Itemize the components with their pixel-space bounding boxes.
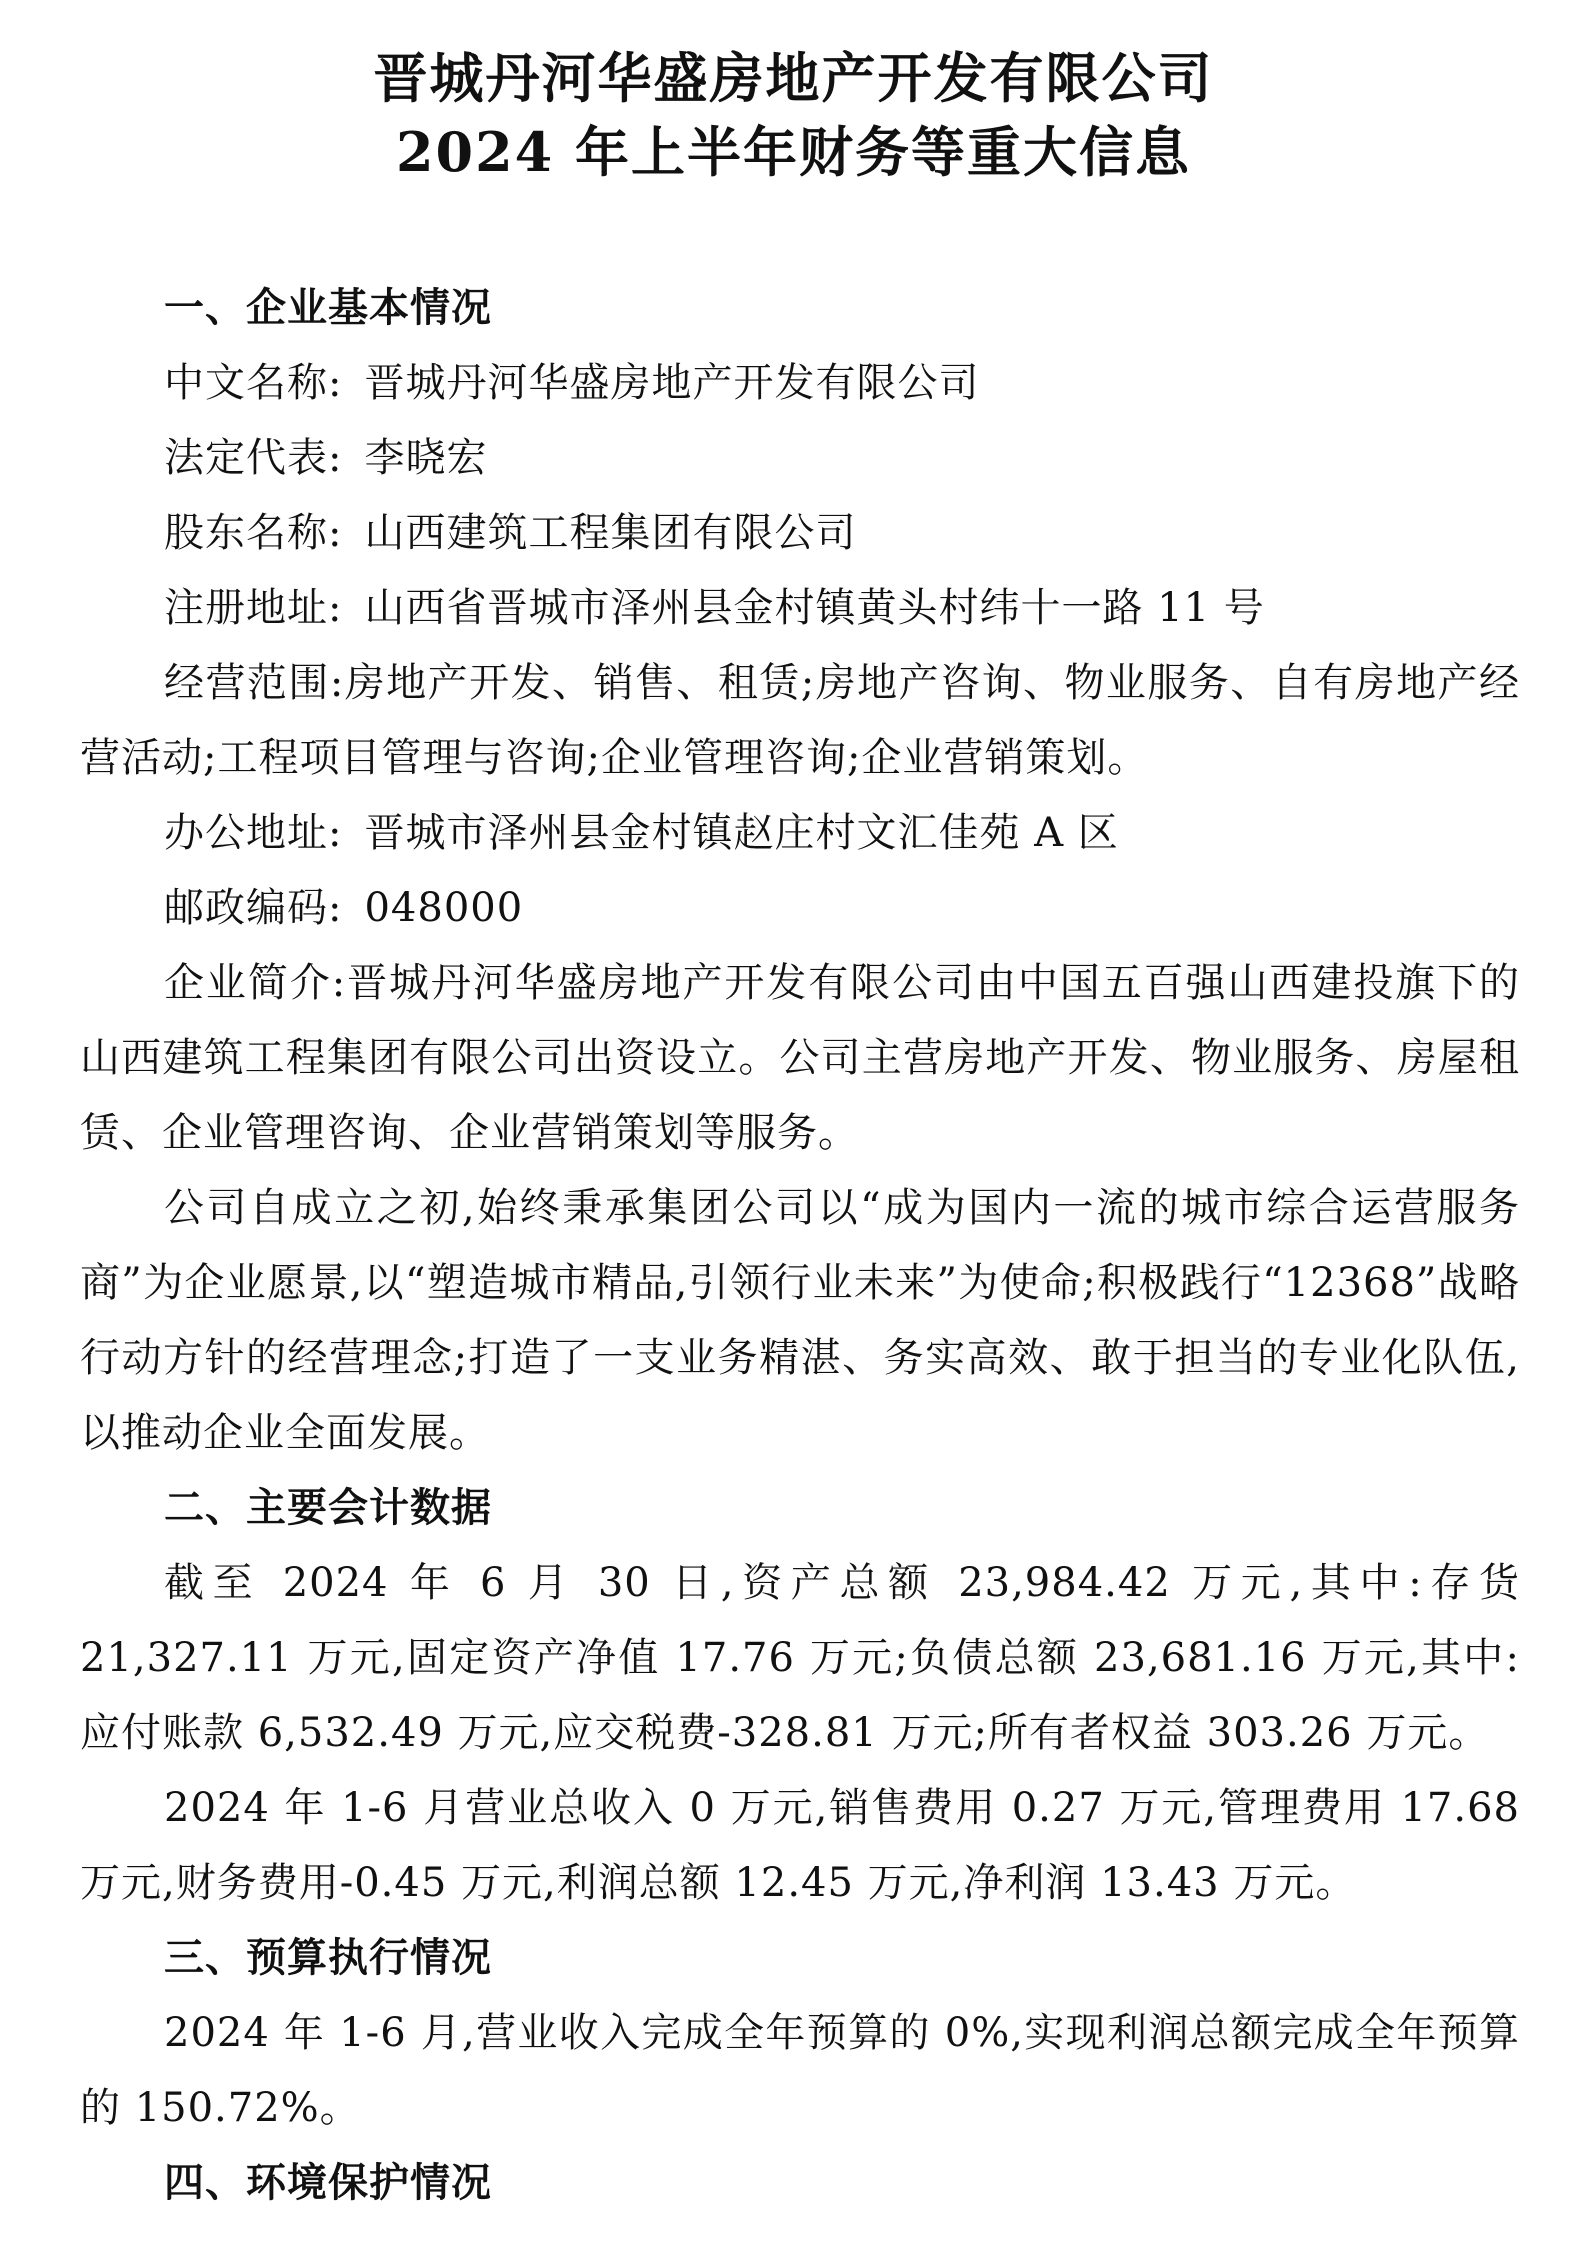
budget-execution-paragraph: 2024 年 1-6 月,营业收入完成全年预算的 0%,实现利润总额完成全年预算的 150.72%。 — [80, 2010, 1520, 2131]
field-label: 股东名称: — [164, 510, 343, 556]
field-value: 山西建筑工程集团有限公司 — [364, 510, 857, 556]
field-value: 晋城市泽州县金村镇赵庄村文汇佳苑 A 区 — [364, 810, 1119, 856]
field-label: 办公地址: — [164, 810, 343, 856]
field-office-address — [164, 808, 1119, 858]
field-label: 注册地址: — [164, 585, 343, 631]
field-value: 山西省晋城市泽州县金村镇黄头村纬十一路 11 号 — [364, 585, 1265, 631]
field-value: 晋城丹河华盛房地产开发有限公司 — [364, 360, 980, 406]
field-value: 048000 — [364, 885, 524, 931]
field-registered-address — [164, 583, 1265, 633]
balance-sheet-paragraph: 截至 2024 年 6 月 30 日,资产总额 23,984.42 万元,其中:存货 21,327.11 万元,固定资产净值 17.76 万元;负债总额 23,681.16 万元,其中:应付账款 6,532.49 万元,应交税费-328.81 万元;所有者权益 303.26 万元。 — [80, 1560, 1520, 1756]
business-scope-paragraph: 经营范围:房地产开发、销售、租赁;房地产咨询、物业服务、自有房地产经营活动;工程项目管理与咨询;企业管理咨询;企业营销策划。 — [80, 660, 1520, 781]
field-shareholder — [164, 508, 856, 558]
company-mission-paragraph: 公司自成立之初,始终秉承集团公司以“成为国内一流的城市综合运营服务商”为企业愿景,以“塑造城市精品,引领行业未来”为使命;积极践行“12368”战略行动方针的经营理念;打造了一支业务精湛、务实高效、敢于担当的专业化队伍,以推动企业全面发展。 — [80, 1185, 1520, 1456]
section4-heading: 四、环境保护情况 — [164, 2160, 492, 2206]
section3-heading: 三、预算执行情况 — [164, 1935, 492, 1981]
field-chinese-name — [164, 358, 979, 408]
field-label: 邮政编码: — [164, 885, 343, 931]
field-label: 中文名称: — [164, 360, 343, 406]
company-profile-paragraph: 企业简介:晋城丹河华盛房地产开发有限公司由中国五百强山西建投旗下的山西建筑工程集团有限公司出资设立。公司主营房地产开发、物业服务、房屋租赁、企业管理咨询、企业营销策划等服务。 — [80, 960, 1520, 1156]
document-title-line2: 2024 年上半年财务等重大信息 — [395, 120, 1192, 184]
section2-heading: 二、主要会计数据 — [164, 1485, 492, 1531]
field-postcode — [164, 883, 523, 933]
field-legal-representative — [164, 433, 487, 483]
section1-heading: 一、企业基本情况 — [164, 285, 492, 331]
document-title-line1: 晋城丹河华盛房地产开发有限公司 — [373, 46, 1214, 110]
field-label: 法定代表: — [164, 435, 343, 481]
field-value: 李晓宏 — [364, 435, 488, 481]
income-statement-paragraph: 2024 年 1-6 月营业总收入 0 万元,销售费用 0.27 万元,管理费用 17.68 万元,财务费用-0.45 万元,利润总额 12.45 万元,净利润 13.43 万元。 — [80, 1785, 1520, 1906]
